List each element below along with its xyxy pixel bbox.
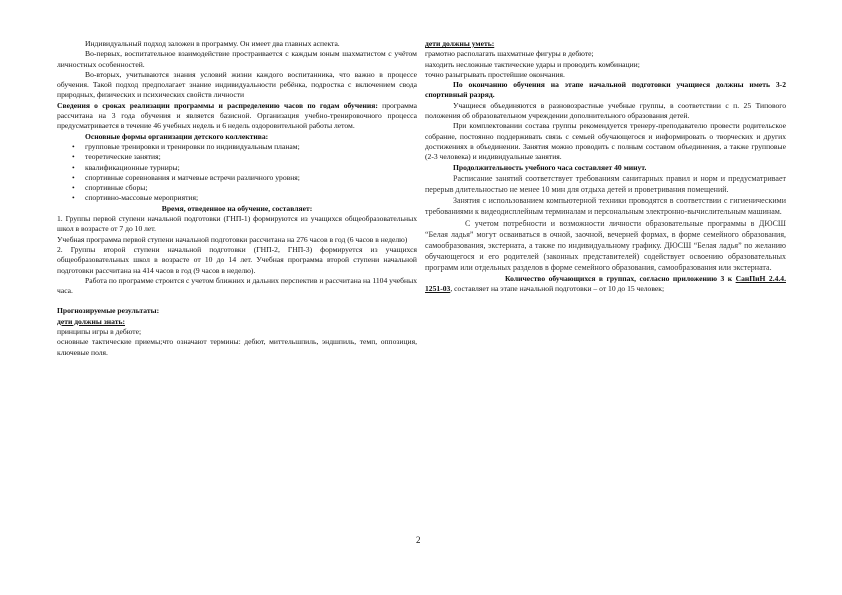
paragraph-schedule: Расписание занятий соответствует требованиям санитарных правил и норм и предусматривает перерыв длительностью не менее 10 мин для отдыха детей и проветривания помещений. — [425, 173, 786, 195]
paragraph-perspective: Работа по программе строится с учетом ближних и дальних перспектив и рассчитана на 1104 учебных часа. — [57, 275, 417, 296]
count-bold: Количество обучающихся в группах, согласно приложению 3 к — [505, 273, 733, 283]
know-item-1: принципы игры в дебюте; — [57, 327, 142, 337]
paragraph-group-1-plan: Учебная программа первой ступени начальной подготовки рассчитана на 276 часов в год (6 часов в неделю) — [57, 234, 408, 244]
know-item-2: основные тактические приемы;что означают термины: дебют, миттельшпиль, эндшпиль, темп, оппозиция, ключевые поля. — [57, 337, 417, 357]
left-column — [57, 39, 417, 358]
list-item: • теоретические занятия; — [85, 152, 417, 162]
forms-heading: Основные формы организации детского коллектива: — [85, 131, 269, 141]
paragraph-second-aspect: Во-вторых, учитываются знания условий жизни каждого воспитанника, что важно в процессе обучения. Такой подход предполагает знание индивидуальности ребёнка, подростка с включением свода природных, физических и психических свойств личности — [57, 69, 417, 100]
paragraph-group-2: 2. Группы второй ступени начальной подготовки (ГНП-2, ГНП-3) формируется из учащихся общеобразовательных школ в возрасте от 10 до 14 лет. Учебная программа второй ступени начальной подготовки рассчитана на 414 часов в год (9 часов в неделю). — [57, 244, 417, 275]
paragraph-individual-approach: Индивидуальный подход заложен в программу. Он имеет два главных аспекта. — [85, 39, 340, 48]
paragraph-group-1: 1. Группы первой ступени начальной подготовки (ГНП-1) формируются из учащихся общеобразовательных школ в возрасте от 7 до 10 лет. — [57, 214, 417, 234]
list-item: • спортивно-массовые мероприятия; — [85, 193, 417, 203]
list-item: • групповые тренировки и тренировки по индивидуальным планам; — [85, 142, 417, 152]
paragraph-computer: Занятия с использованием компьютерной техники проводятся в соответствии с гигиеническими требованиями к видеодисплейным терминалам и персональным электронно-вычислительным машинам. — [425, 196, 786, 217]
terms-text: программа рассчитана на 3 года обучения и является базисной. Организация учебно-тренировочного процесса предусматривается в течение 46 учебных недель и 6 недель оздоровительной работы летом. — [57, 100, 417, 131]
can-heading: дети должны уметь: — [425, 39, 495, 48]
right-column — [425, 39, 786, 294]
count-rest: , составляет на этапе начальной подготовки – от 10 до 15 человек; — [450, 283, 665, 293]
spacer — [57, 296, 417, 306]
paragraph-count — [425, 274, 786, 295]
paragraph-duration: Продолжительность учебного часа составляет 40 минут. — [453, 162, 647, 172]
paragraph-groups: Учащиеся объединяются в разновозрастные учебные группы, в соответствии с п. 25 Типового положения об образовательном учреждении дополнительного образования детей. — [425, 100, 786, 121]
list-item: • спортивные соревнования и матчевые встречи различного уровня; — [85, 173, 417, 183]
paragraph-study-forms: С учетом потребности и возможности личности образовательные программы в ДЮСШ “Белая ладья” могут осваиваться в очной, заочной, вечерней формах, в форме семейного образования, самообразования, экстерната, а также по индивидуальному графику. ДЮСШ “Белая ладья” по желанию обучающегося и его родителей (законных представителей) содействует освоению образовательных программ или отдельных разделов в форме семейного образования, самообразования или экстерната. — [425, 218, 786, 273]
forms-list — [57, 142, 417, 204]
can-item-1: грамотно располагать шахматные фигуры в дебюте; — [425, 49, 594, 59]
soft-text-block — [425, 173, 786, 274]
time-heading: Время, отведенное на обучение, составляет: — [161, 203, 313, 213]
can-item-2: находить несложные тактические удары и проводить комбинации; — [425, 59, 640, 69]
list-item: • спортивные сборы; — [85, 183, 417, 193]
terms-heading: Сведения о сроках реализации программы и распределению часов по годам обучения: — [57, 100, 378, 110]
page-number: 2 — [416, 535, 421, 545]
results-heading: Прогнозируемые результаты: — [57, 306, 160, 316]
know-heading: дети должны знать: — [57, 316, 126, 326]
paragraph-staffing: При комплектовании состава группы рекомендуется тренеру-преподавателю провести родительское собрание, постоянно поддерживать связь с семьей обучающегося и информировать о творческих и других достижениях в объединении. Занятия можно проводить с полным составом объединения, а также групповые (2-3 человека) и индивидуальные занятия. — [425, 121, 786, 162]
paragraph-terms — [57, 101, 417, 132]
sanpin-link[interactable]: СанПиН 2.4.4. 1251-03 — [425, 273, 786, 293]
paragraph-rank: По окончанию обучения на этапе начальной подготовки учащиеся должны иметь 3-2 спортивный разряд. — [425, 80, 786, 100]
paragraph-first-aspect: Во-первых, воспитательное взаимодействие простраивается с каждым юным шахматистом с учётом личностных особенностей. — [57, 49, 417, 69]
can-item-3: точно разыгрывать простейшие окончания. — [425, 69, 565, 79]
list-item: • квалификационные турниры; — [85, 163, 417, 173]
